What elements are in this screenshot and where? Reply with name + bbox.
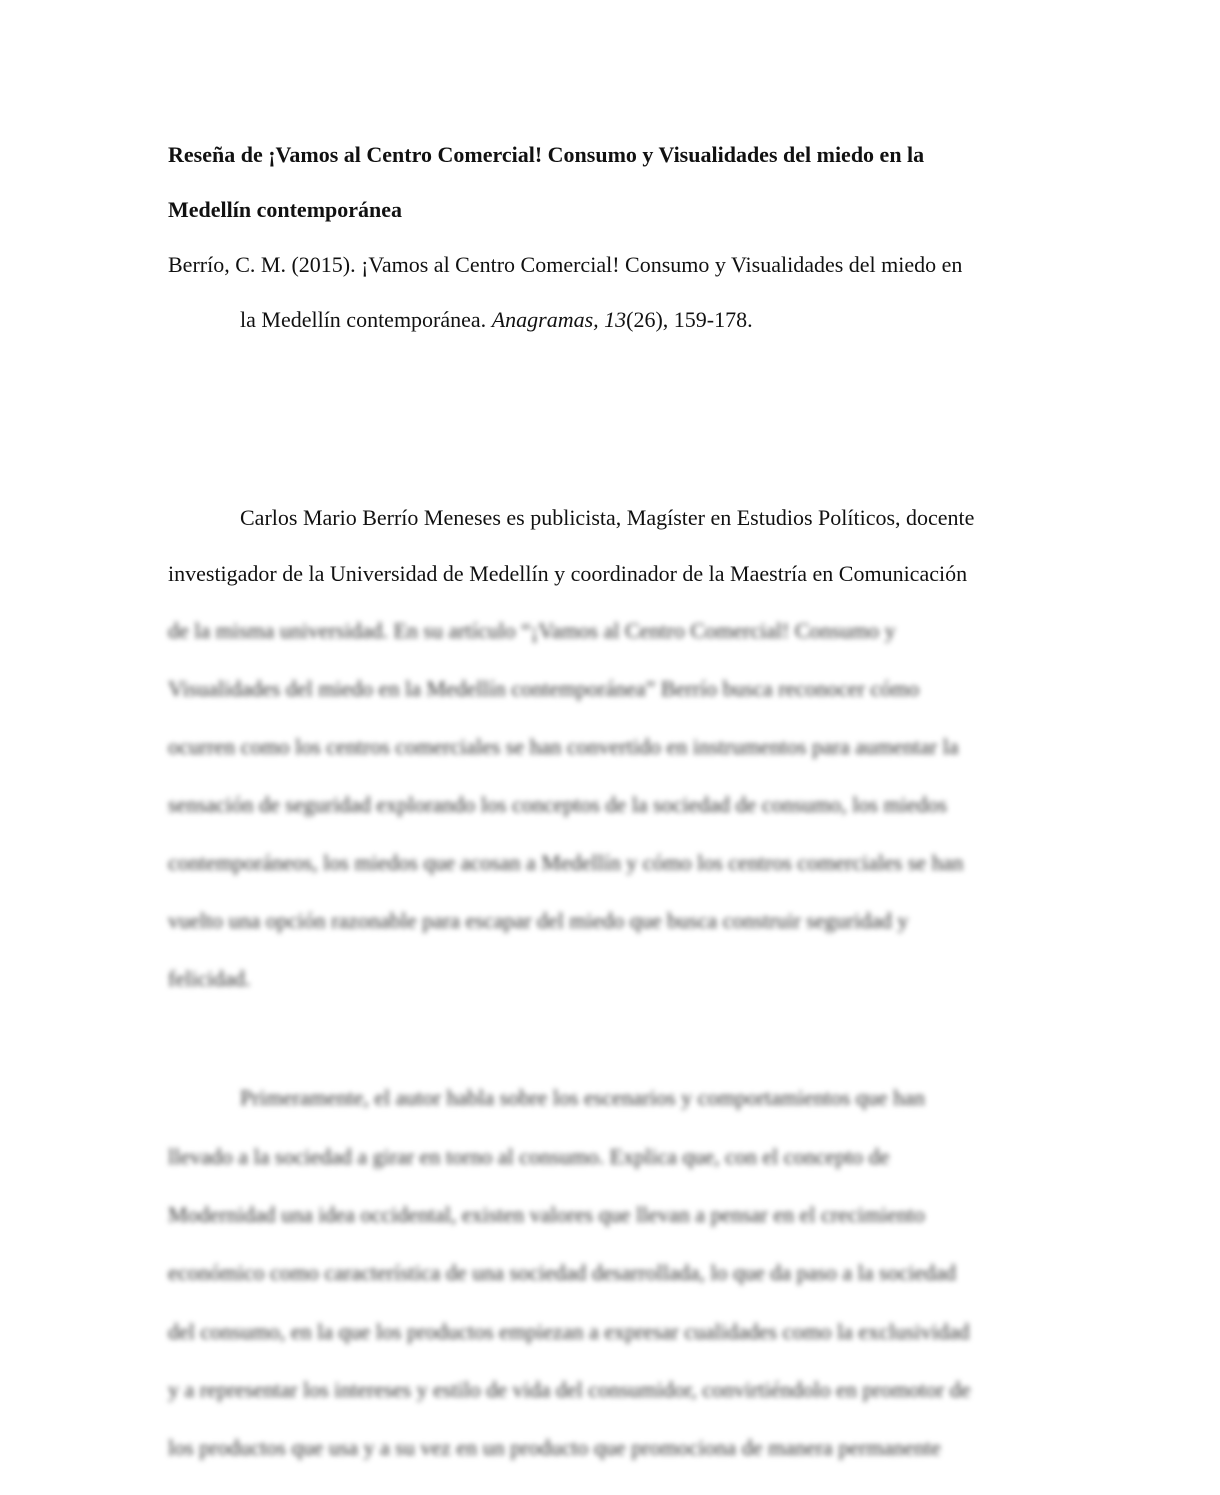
citation-line-2 bbox=[240, 307, 753, 333]
document-title-line-1: Reseña de ¡Vamos al Centro Comercial! Consumo y Visualidades del miedo en la bbox=[168, 142, 925, 167]
paragraph-line: investigador de la Universidad de Medellín y coordinador de la Maestría en Comunicación bbox=[168, 561, 968, 586]
citation-issue-pages: (26), 159-178. bbox=[626, 307, 753, 332]
citation-text: la Medellín contemporánea. bbox=[240, 307, 492, 332]
paragraph-line: ocurren como los centros comerciales se han convertido en instrumentos para aumentar la bbox=[168, 734, 959, 759]
citation-journal: Anagramas, 13 bbox=[491, 307, 627, 332]
document-title-line-2: Medellín contemporánea bbox=[168, 197, 403, 222]
paragraph-line: económico como característica de una sociedad desarrollada, lo que da paso a la sociedad bbox=[168, 1260, 956, 1285]
paragraph-line: los productos que usa y a su vez en un producto que promociona de manera permanente bbox=[168, 1435, 941, 1460]
paragraph-line: y a representar los intereses y estilo de vida del consumidor, convirtiéndolo en promotor de bbox=[168, 1377, 971, 1402]
citation-line-1: Berrío, C. M. (2015). ¡Vamos al Centro Comercial! Consumo y Visualidades del miedo en bbox=[168, 252, 963, 277]
paragraph-line: Primeramente, el autor habla sobre los escenarios y comportamientos que han bbox=[240, 1085, 925, 1110]
paragraph-line: felicidad. bbox=[168, 966, 251, 991]
paragraph-line: de la misma universidad. En su artículo “¡Vamos al Centro Comercial! Consumo y bbox=[168, 618, 896, 643]
paragraph-line: llevado a la sociedad a girar en torno al consumo. Explica que, con el concepto de bbox=[168, 1144, 890, 1169]
paragraph-line: del consumo, en la que los productos empiezan a expresar cualidades como la exclusividad bbox=[168, 1319, 970, 1344]
paragraph-line: Modernidad una idea occidental, existen valores que llevan a pensar en el crecimiento bbox=[168, 1202, 925, 1227]
paragraph-line: Visualidades del miedo en la Medellín contemporánea” Berrío busca reconocer cómo bbox=[168, 676, 920, 701]
paragraph-line: vuelto una opción razonable para escapar del miedo que busca construir seguridad y bbox=[168, 908, 909, 933]
paragraph-line: sensación de seguridad explorando los conceptos de la sociedad de consumo, los miedos bbox=[168, 792, 947, 817]
paragraph-line: contemporáneos, los miedos que acosan a Medellín y cómo los centros comerciales se han bbox=[168, 850, 964, 875]
paragraph-line: Carlos Mario Berrío Meneses es publicista, Magíster en Estudios Políticos, docente bbox=[240, 505, 975, 530]
